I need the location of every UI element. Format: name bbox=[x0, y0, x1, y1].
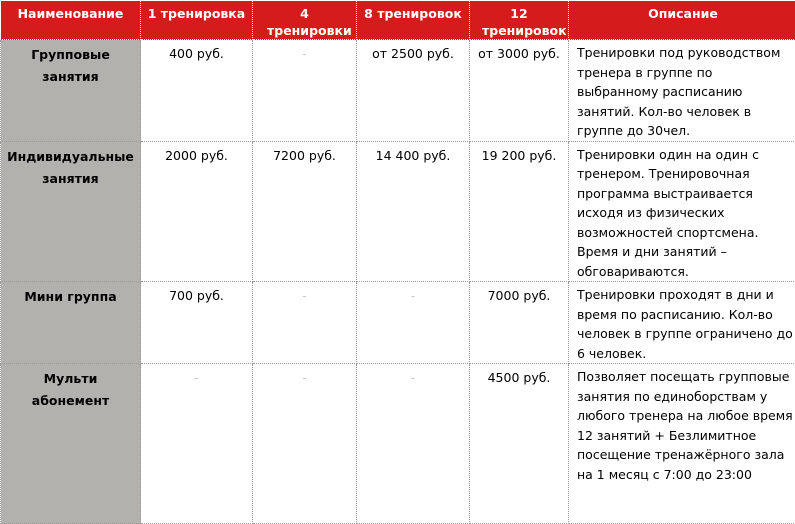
price-4: - bbox=[253, 282, 357, 364]
table-row bbox=[1, 40, 795, 142]
header-description: Описание bbox=[569, 1, 795, 40]
price-1: 400 руб. bbox=[141, 40, 253, 142]
header-4-trainings: 4 тренировки bbox=[253, 1, 357, 40]
price-8: от 2500 руб. bbox=[357, 40, 470, 142]
price-8: - bbox=[357, 282, 470, 364]
header-8-trainings: 8 тренировок bbox=[357, 1, 470, 40]
header-row bbox=[1, 1, 795, 40]
price-12: от 3000 руб. bbox=[470, 40, 569, 142]
table-row bbox=[1, 282, 795, 364]
row-description: Тренировки проходят в дни и время по расписанию. Кол-во человек в группе ограничено до 6 человек. bbox=[569, 282, 795, 364]
price-8: - bbox=[357, 364, 470, 524]
header-name: Наименование bbox=[1, 1, 141, 40]
price-1: 2000 руб. bbox=[141, 141, 253, 282]
table-row bbox=[1, 364, 795, 524]
price-12: 4500 руб. bbox=[470, 364, 569, 524]
price-12: 7000 руб. bbox=[470, 282, 569, 364]
row-name: Индивидуальные занятия bbox=[1, 141, 141, 282]
price-8: 14 400 руб. bbox=[357, 141, 470, 282]
row-description: Тренировки один на один с тренером. Тренировочная программа выстраивается исходя из физических возможностей спортсмена. Время и дни занятий – обговариваются. bbox=[569, 141, 795, 282]
price-12: 19 200 руб. bbox=[470, 141, 569, 282]
row-name: Мини группа bbox=[1, 282, 141, 364]
header-1-training: 1 тренировка bbox=[141, 1, 253, 40]
price-4: - bbox=[253, 40, 357, 142]
header-12-trainings: 12 тренировок bbox=[470, 1, 569, 40]
price-4: - bbox=[253, 364, 357, 524]
row-description: Позволяет посещать групповые занятия по единоборствам у любого тренера на любое время 12 занятий + Безлимитное посещение тренажёрного зала на 1 месяц с 7:00 до 23:00 bbox=[569, 364, 795, 524]
row-name: Мульти абонемент bbox=[1, 364, 141, 524]
row-name: Групповые занятия bbox=[1, 40, 141, 142]
price-1: - bbox=[141, 364, 253, 524]
row-description: Тренировки под руководством тренера в группе по выбранному расписанию занятий. Кол-во человек в группе до 30чел. bbox=[569, 40, 795, 142]
price-4: 7200 руб. bbox=[253, 141, 357, 282]
table-row bbox=[1, 141, 795, 282]
price-1: 700 руб. bbox=[141, 282, 253, 364]
